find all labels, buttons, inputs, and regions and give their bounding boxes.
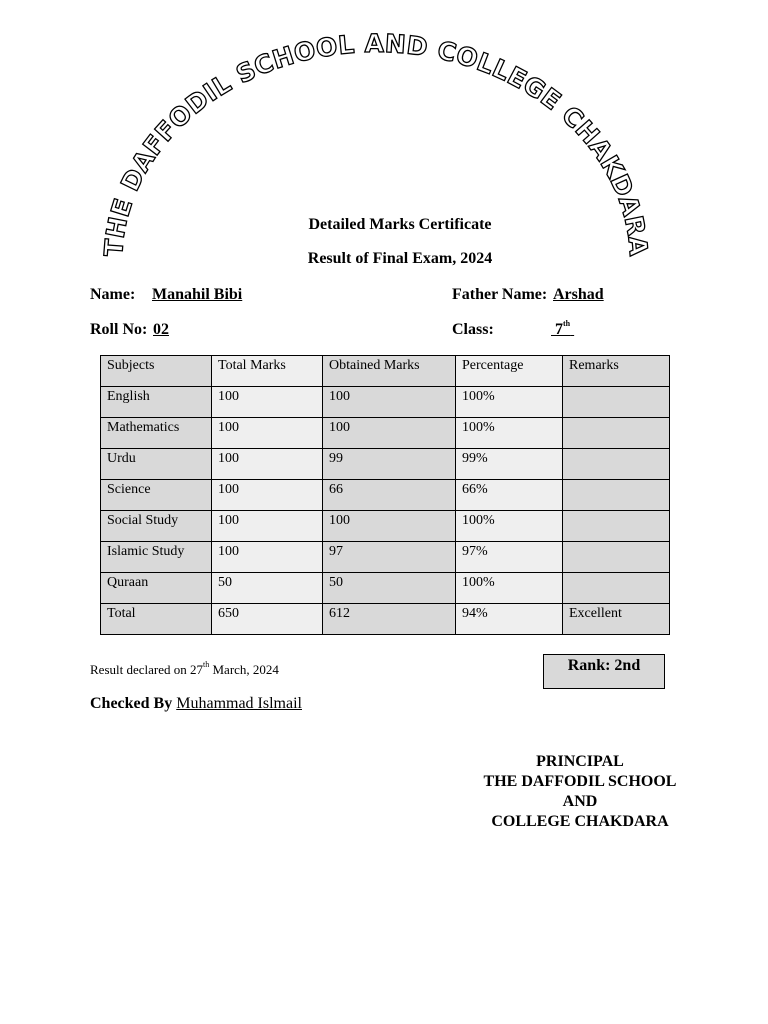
- cell-total-marks: 100: [212, 449, 323, 480]
- cell-percentage: 94%: [456, 604, 563, 635]
- principal-line: COLLEGE CHAKDARA: [491, 813, 669, 830]
- exam-subtitle: Result of Final Exam, 2024: [307, 250, 493, 267]
- school-name-arch-text: THE DAFFODIL SCHOOL AND COLLEGE CHAKDARA: [98, 28, 654, 258]
- cell-obtained-marks: 99: [323, 449, 456, 480]
- cell-percentage: 66%: [456, 480, 563, 511]
- table-row: [101, 480, 670, 511]
- cell-obtained-marks: 97: [323, 542, 456, 573]
- father-name-label: Father Name:: [452, 286, 548, 303]
- principal-line: PRINCIPAL: [536, 753, 624, 770]
- cell-subject: Science: [101, 480, 212, 511]
- table-row: [101, 449, 670, 480]
- cell-total-marks: 100: [212, 480, 323, 511]
- header-remarks: Remarks: [563, 356, 670, 387]
- cell-total-marks: 100: [212, 418, 323, 449]
- table-row: [101, 604, 670, 635]
- cell-remarks: [563, 511, 670, 542]
- cell-percentage: 100%: [456, 418, 563, 449]
- cell-percentage: 99%: [456, 449, 563, 480]
- cell-obtained-marks: 66: [323, 480, 456, 511]
- cell-percentage: 97%: [456, 542, 563, 573]
- cell-subject: Social Study: [101, 511, 212, 542]
- cell-remarks: [563, 480, 670, 511]
- cell-obtained-marks: 100: [323, 387, 456, 418]
- cell-total-marks: 100: [212, 542, 323, 573]
- header-obtained-marks: Obtained Marks: [323, 356, 456, 387]
- table-row: [101, 387, 670, 418]
- cell-total-marks: 650: [212, 604, 323, 635]
- header-total-marks: Total Marks: [212, 356, 323, 387]
- result-declared-date: Result declared on 27th March, 2024: [90, 660, 279, 677]
- class-value: 7th: [555, 319, 571, 338]
- roll-no: 02: [153, 321, 169, 338]
- table-row: [101, 511, 670, 542]
- checker-name: Muhammad Islmail: [176, 695, 302, 712]
- checked-by: Checked By Muhammad Islmail: [90, 695, 302, 712]
- header-percentage: Percentage: [456, 356, 563, 387]
- class-label: Class:: [452, 321, 494, 338]
- certificate-title: Detailed Marks Certificate: [308, 216, 492, 233]
- cell-obtained-marks: 100: [323, 418, 456, 449]
- cell-subject: Quraan: [101, 573, 212, 604]
- cell-remarks: [563, 387, 670, 418]
- cell-subject: English: [101, 387, 212, 418]
- cell-obtained-marks: 612: [323, 604, 456, 635]
- cell-subject: Urdu: [101, 449, 212, 480]
- roll-no-label: Roll No:: [90, 321, 148, 338]
- principal-line: THE DAFFODIL SCHOOL: [483, 773, 677, 790]
- cell-remarks: [563, 418, 670, 449]
- cell-subject: Mathematics: [101, 418, 212, 449]
- cell-remarks: [563, 573, 670, 604]
- cell-total-marks: 50: [212, 573, 323, 604]
- table-header-row: [101, 356, 670, 387]
- school-name-arch: [0, 0, 768, 290]
- table-row: [101, 542, 670, 573]
- principal-signature-block: [470, 752, 690, 832]
- cell-percentage: 100%: [456, 573, 563, 604]
- cell-obtained-marks: 100: [323, 511, 456, 542]
- cell-total-marks: 100: [212, 387, 323, 418]
- cell-subject: Total: [101, 604, 212, 635]
- header-subject: Subjects: [101, 356, 212, 387]
- cell-percentage: 100%: [456, 387, 563, 418]
- cell-remarks: Excellent: [563, 604, 670, 635]
- rank-box: Rank: 2nd: [543, 654, 665, 689]
- cell-total-marks: 100: [212, 511, 323, 542]
- student-name: Manahil Bibi: [152, 286, 243, 303]
- table-row: [101, 573, 670, 604]
- father-name: Arshad: [553, 286, 604, 303]
- cell-obtained-marks: 50: [323, 573, 456, 604]
- name-label: Name:: [90, 286, 136, 303]
- cell-remarks: [563, 542, 670, 573]
- marks-table: [100, 355, 670, 635]
- principal-line: AND: [562, 793, 598, 810]
- cell-subject: Islamic Study: [101, 542, 212, 573]
- table-row: [101, 418, 670, 449]
- cell-remarks: [563, 449, 670, 480]
- cell-percentage: 100%: [456, 511, 563, 542]
